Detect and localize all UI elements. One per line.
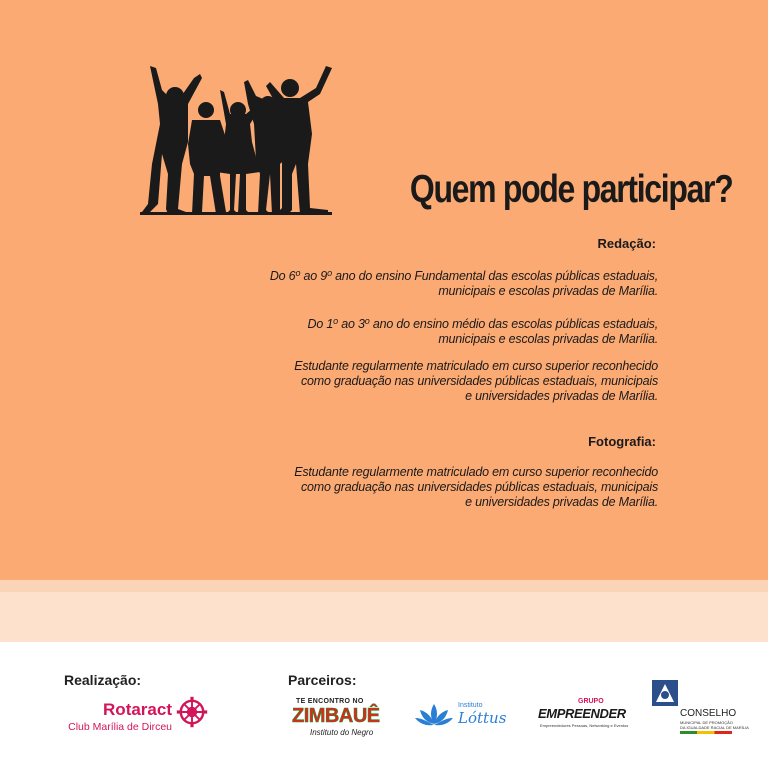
rotaract-logo — [64, 696, 214, 736]
redacao-item-fundamental — [188, 266, 658, 299]
empreender-name: EMPREENDER — [538, 706, 626, 721]
lotus-flower-icon — [414, 700, 454, 730]
superscript: o — [333, 316, 338, 326]
para-line: e universidades privadas de Marília. — [465, 495, 658, 509]
zimbaue-sub: Instituto do Negro — [310, 728, 374, 737]
empreender-logo — [538, 698, 638, 734]
page-title: Quem pode participar? — [409, 168, 733, 211]
divider-stripe — [0, 580, 768, 642]
conselho-sub2: DA IGUALDADE RACIAL DE MARÍLIA — [680, 725, 749, 730]
para-line: Estudante regularmente matriculado em curso superior reconhecido — [294, 465, 658, 479]
redacao-label: Redação: — [597, 236, 656, 251]
superscript: o — [295, 268, 301, 278]
para-line: como graduação nas universidades públicas estaduais, municipais — [300, 480, 658, 494]
fotografia-item-superior — [188, 465, 658, 510]
superscript: o — [364, 316, 370, 326]
conselho-color-bar — [680, 731, 732, 734]
zimbaue-name: ZIMBAUÊ — [292, 705, 380, 727]
realizacao-label: Realização: — [64, 672, 142, 688]
redacao-item-medio — [188, 314, 658, 347]
para-line: municipais e escolas privadas de Marília. — [438, 332, 658, 346]
rotary-wheel-icon — [176, 696, 208, 728]
conselho-emblem-icon — [652, 680, 678, 706]
zimbaue-top: TE ENCONTRO NO — [296, 698, 364, 705]
zimbaue-logo — [288, 698, 388, 740]
footer — [0, 642, 768, 768]
stripe-band — [0, 592, 768, 642]
parceiros-label: Parceiros: — [288, 672, 357, 688]
fotografia-label: Fotografia: — [588, 434, 656, 449]
conselho-sub1: MUNICIPAL DE PROMOÇÃO — [680, 720, 733, 725]
lottus-name: Lóttus — [458, 709, 507, 727]
stripe-band — [0, 580, 768, 592]
text-fragment: ano do ensino Fundamental das escolas públicas estaduais, — [331, 269, 658, 283]
conselho-logo — [650, 680, 760, 740]
para-line: como graduação nas universidades públicas estaduais, municipais — [300, 374, 658, 388]
conselho-name: CONSELHO — [680, 708, 737, 719]
lottus-pre: Instituto — [458, 702, 483, 709]
people-celebrating-silhouette-icon — [140, 64, 340, 216]
text-fragment: Do 1 — [307, 317, 334, 331]
para-line — [188, 314, 658, 332]
rotaract-name: Rotaract — [103, 700, 172, 719]
lottus-logo — [414, 698, 514, 734]
rotaract-sub: Club Marília de Dirceu — [68, 721, 172, 733]
text-fragment: ao 9 — [300, 269, 328, 283]
text-fragment: ao 3 — [337, 317, 365, 331]
text-fragment: ano do ensino médio das escolas públicas estaduais, — [369, 317, 658, 331]
superscript: o — [327, 268, 332, 278]
para-line: Estudante regularmente matriculado em curso superior reconhecido — [294, 359, 658, 373]
empreender-sub: Empreendedores Pessoas, Networking e Eventos — [540, 723, 629, 728]
empreender-top: GRUPO — [578, 698, 604, 705]
para-line — [188, 266, 658, 284]
text-fragment: Do 6 — [269, 269, 296, 283]
para-line: municipais e escolas privadas de Marília. — [438, 284, 658, 298]
redacao-item-superior — [188, 359, 658, 404]
para-line: e universidades privadas de Marília. — [465, 389, 658, 403]
